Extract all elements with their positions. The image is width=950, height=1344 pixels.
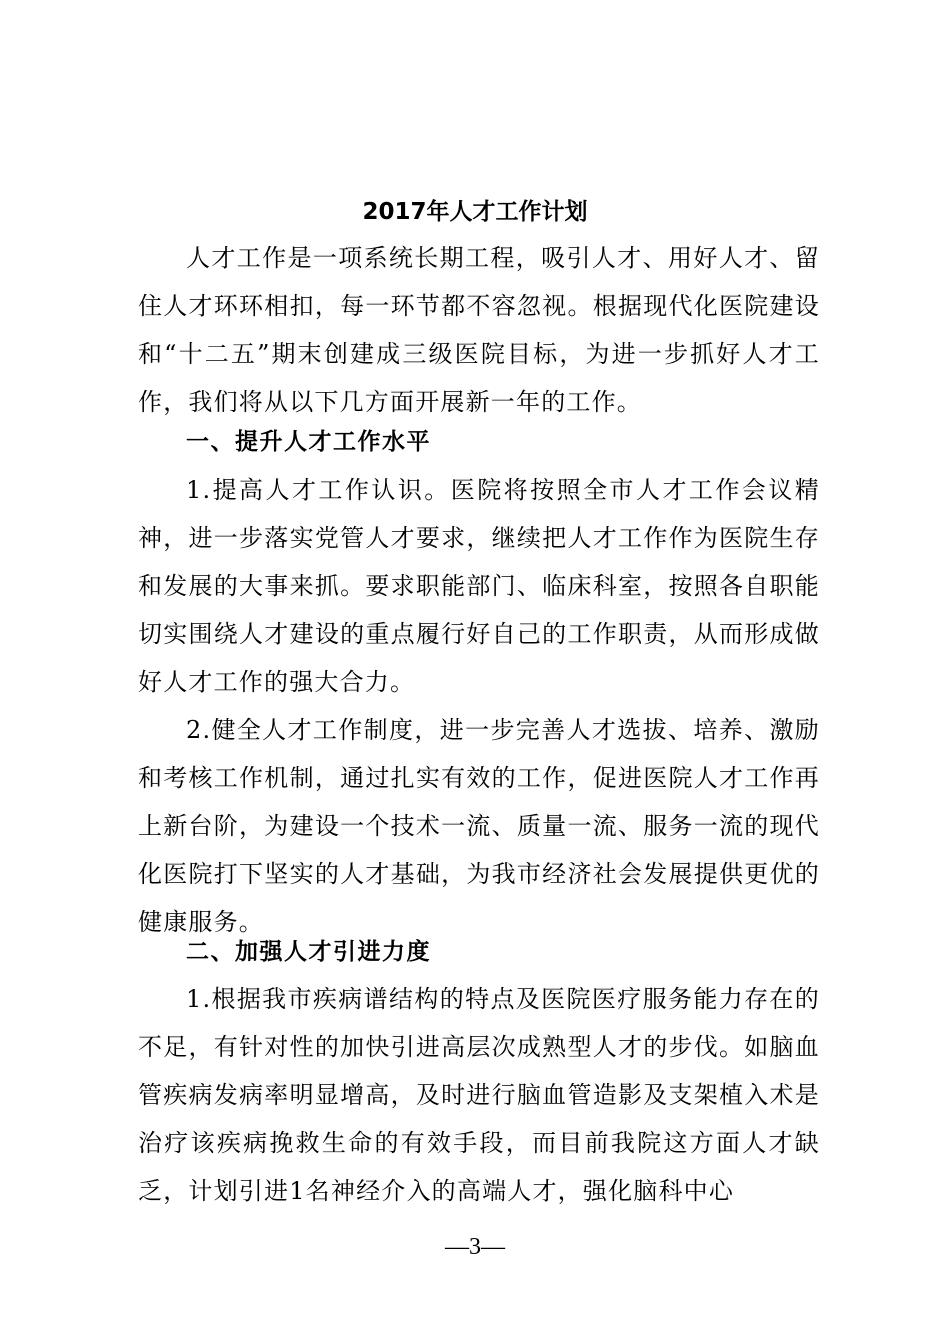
section-1-item-1: 1.提高人才工作认识。医院将按照全市人才工作会议精神，进一步落实党管人才要求，继续把人才工作作为医院生存和发展的大事来抓。要求职能部门、临床科室，按照各自职能切实围绕人才建设的重点履行好自己的工作职责，从而形成做好人才工作的强大合力。 — [138, 476, 820, 696]
section-1-heading: 一、提升人才工作水平 — [186, 429, 431, 455]
section-2-item-1: 1.根据我市疾病谱结构的特点及医院医疗服务能力存在的不足，有针对性的加快引进高层次成熟型人才的步伐。如脑血管疾病发病率明显增高，及时进行脑血管造影及支架植入术是治疗该疾病挽救生命的有效手段，而目前我院这方面人才缺乏，计划引进1名神经介入的高端人才，强化脑科中心 — [138, 985, 820, 1205]
document-title: 2017年人才工作计划 — [362, 199, 588, 225]
section-1-item-2: 2.健全人才工作制度，进一步完善人才选拔、培养、激励和考核工作机制，通过扎实有效的工作，促进医院人才工作再上新台阶，为建设一个技术一流、质量一流、服务一流的现代化医院打下坚实的人才基础，为我市经济社会发展提供更优的健康服务。 — [138, 716, 820, 936]
page-number: —3— — [445, 1234, 505, 1260]
intro-paragraph: 人才工作是一项系统长期工程，吸引人才、用好人才、留住人才环环相扣，每一环节都不容忽视。根据现代化医院建设和“十二五”期末创建成三级医院目标，为进一步抓好人才工作，我们将从以下几方面开展新一年的工作。 — [138, 244, 820, 416]
section-2-heading: 二、加强人才引进力度 — [186, 939, 431, 965]
